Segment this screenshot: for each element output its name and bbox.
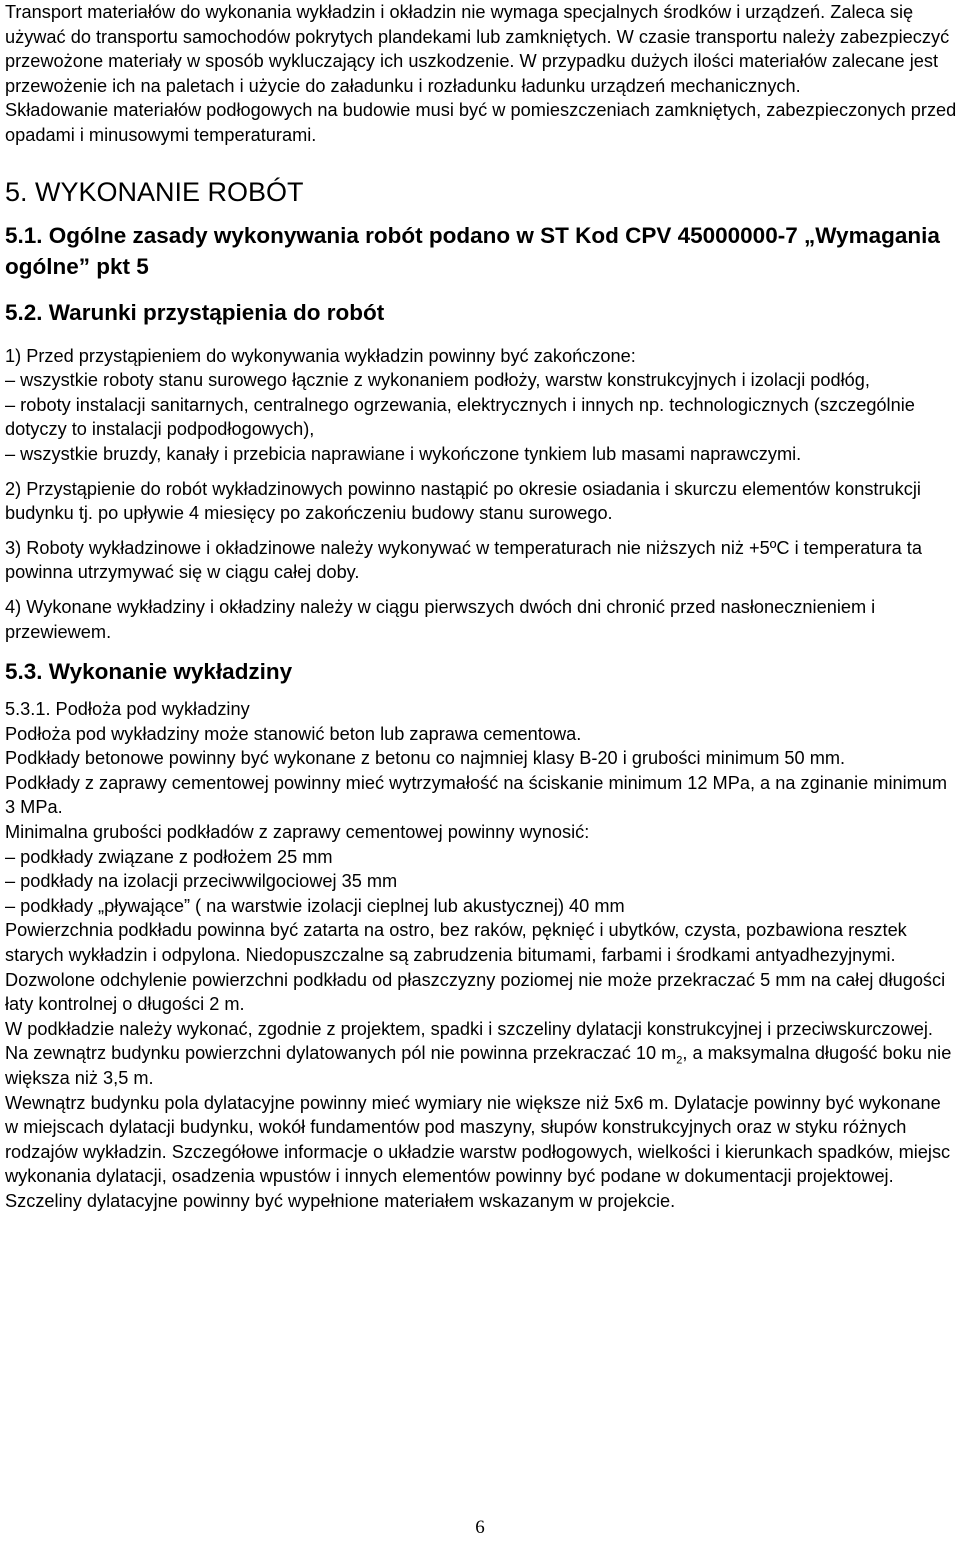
condition-3: 3) Roboty wykładzinowe i okładzinowe należy wykonywać w temperaturach nie niższych niż +5ºC i temperatura ta powinna utrzymywać się w ciągu całej doby. xyxy=(5,537,922,583)
substrate-line: Wewnątrz budynku pola dylatacyjne powinny mieć wymiary nie większe niż 5x6 m. Dylatacje powinny być wykonane w miejscach dylatacji budynku, wokół fundamentów pod maszyny, słupów konstrukcyjnych oraz w styku różnych rodzajów wykładzin. Szczegółowe informacje o układzie warstw podłogowych, wielkości i kierunkach spadków, miejsc wykonania dylatacji, osadzenia wpustów i innych elementów powinny być podane w dokumentacji projektowej. xyxy=(5,1092,951,1187)
substrate-line: Podkłady z zaprawy cementowej powinny mieć wytrzymałość na ściskanie minimum 12 MPa, a na zginanie minimum 3 MPa. xyxy=(5,772,948,818)
substrate-line: Powierzchnia podkładu powinna być zatarta na ostro, bez raków, pęknięć i ubytków, czysta, pozbawiona resztek starych wykładzin i odpylona. Niedopuszczalne są zabrudzenia bitumami, farbami i środkami antyadhezyjnymi. xyxy=(5,920,907,966)
condition-4: 4) Wykonane wykładziny i okładziny należy w ciągu pierwszych dwóch dni chronić przed nasłonecznieniem i przewiewem. xyxy=(5,596,876,642)
substrate-line: – podkłady związane z podłożem 25 mm xyxy=(5,846,333,867)
condition-1-bullet: – wszystkie roboty stanu surowego łącznie z wykonaniem podłoży, warstw konstrukcyjnych i izolacji podłóg, xyxy=(5,370,870,391)
substrate-line: – podkłady „pływające” ( na warstwie izolacji cieplnej lub akustycznej) 40 mm xyxy=(5,895,625,916)
condition-2: 2) Przystąpienie do robót wykładzinowych powinno nastąpić po okresie osiadania i skurczu elementów konstrukcji budynku tj. po upływie 4 miesięcy po zakończeniu budowy stanu surowego. xyxy=(5,478,921,524)
section-5-heading: 5. WYKONANIE ROBÓT xyxy=(5,176,304,207)
substrate-line: – podkłady na izolacji przeciwwilgociowej 35 mm xyxy=(5,871,398,892)
document-page xyxy=(5,0,957,1214)
condition-1-bullet: – roboty instalacji sanitarnych, centralnego ogrzewania, elektrycznych i innych np. technologicznych (szczególnie dotyczy to instalacji podpodłogowych), xyxy=(5,394,915,440)
section-5-2-heading: 5.2. Warunki przystąpienia do robót xyxy=(5,299,385,325)
substrate-line: Podłoża pod wykładziny może stanowić beton lub zaprawa cementowa. xyxy=(5,723,582,744)
dilatation-text-end: , a maksymalna długość boku nie większa niż 3,5 m. xyxy=(5,1043,952,1088)
section-5-3-1-subheading: 5.3.1. Podłoża pod wykładziny xyxy=(5,699,250,720)
condition-1-bullet: – wszystkie bruzdy, kanały i przebicia naprawiane i wykończone tynkiem lub masami naprawczymi. xyxy=(5,443,802,464)
square-meter-subscript: 2 xyxy=(676,1055,683,1068)
substrate-line: Dozwolone odchylenie powierzchni podkładu od płaszczyzny poziomej nie może przekraczać 5 mm na całej długości łaty kontrolnej o długości 2 m. xyxy=(5,969,946,1015)
storage-paragraph: Składowanie materiałów podłogowych na budowie musi być w pomieszczeniach zamkniętych, zabezpieczonych przed opadami i minusowymi temperaturami. xyxy=(5,100,957,145)
condition-1-intro: 1) Przed przystąpieniem do wykonywania wykładzin powinny być zakończone: xyxy=(5,345,636,366)
transport-paragraph: Transport materiałów do wykonania wykładzin i okładzin nie wymaga specjalnych środków i urządzeń. Zaleca się używać do transportu samochodów pokrytych plandekami lub zamkniętych. W czasie transportu należy zabezpieczyć przewożone materiały w sposób wykluczający ich uszkodzenie. W przypadku dużych ilości materiałów zalecane jest przewożenie ich na paletach i użycie do załadunku i rozładunku ładunku urządzeń mechanicznych. xyxy=(5,2,950,96)
page-number: 6 xyxy=(475,1517,485,1538)
substrate-line: Podkłady betonowe powinny być wykonane z betonu co najmniej klasy B-20 i grubości minimum 50 mm. xyxy=(5,748,846,769)
dilatation-text: W podkładzie należy wykonać, zgodnie z projektem, spadki i szczeliny dylatacji konstrukcyjnej i przeciwskurczowej. Na zewnątrz budynku powierzchni dylatowanych pól nie powinna przekraczać 10 m xyxy=(5,1018,933,1064)
section-5-3-heading: 5.3. Wykonanie wykładziny xyxy=(5,659,293,685)
substrate-line: Szczeliny dylatacyjne powinny być wypełnione materiałem wskazanym w projekcie. xyxy=(5,1190,676,1211)
section-5-1-heading: 5.1. Ogólne zasady wykonywania robót podano w ST Kod CPV 45000000-7 „Wymagania ogólne” pkt 5 xyxy=(5,222,940,279)
substrate-line: Minimalna grubości podkładów z zaprawy cementowej powinny wynosić: xyxy=(5,822,590,843)
dilatation-paragraph xyxy=(5,1017,957,1091)
